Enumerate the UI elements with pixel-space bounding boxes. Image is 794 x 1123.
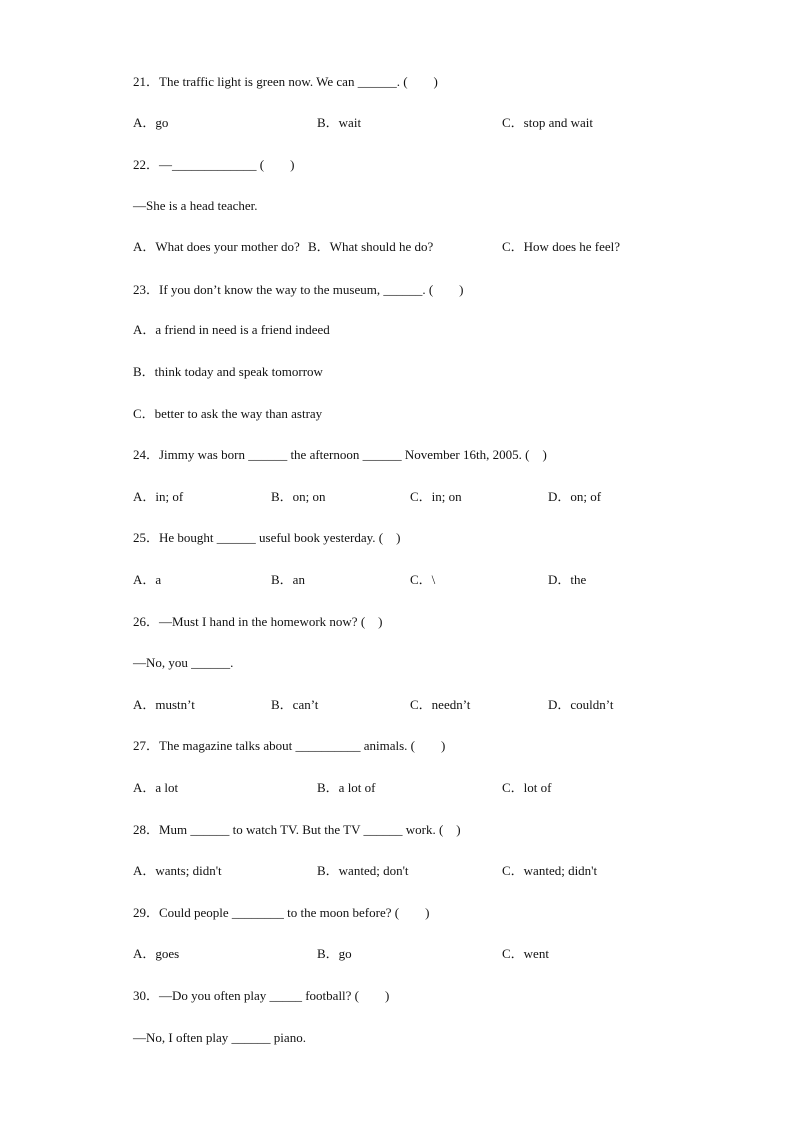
question-27-option-b: B．a lot of bbox=[317, 780, 376, 795]
question-23-option-a: A．a friend in need is a friend indeed bbox=[133, 322, 330, 337]
question-25-option-d: D．the bbox=[548, 572, 587, 587]
question-26-option-a: A．mustn’t bbox=[133, 697, 195, 712]
question-24-option-c: C．in; on bbox=[410, 489, 462, 504]
question-23-option-b: B．think today and speak tomorrow bbox=[133, 364, 323, 379]
question-29-stem: 29．Could people ________ to the moon before? ( ) bbox=[133, 905, 430, 920]
question-25-option-a: A．a bbox=[133, 572, 162, 587]
question-27-stem: 27．The magazine talks about __________ animals. ( ) bbox=[133, 738, 446, 753]
question-24-option-a: A．in; of bbox=[133, 489, 184, 504]
question-28-stem: 28．Mum ______ to watch TV. But the TV ______ work. ( ) bbox=[133, 822, 461, 837]
question-25-option-c: C．\ bbox=[410, 572, 436, 587]
question-21-option-a: A．go bbox=[133, 115, 169, 130]
question-24-stem: 24．Jimmy was born ______ the afternoon ______ November 16th, 2005. ( ) bbox=[133, 447, 547, 462]
question-27-option-c: C．lot of bbox=[502, 780, 552, 795]
question-26-option-c: C．needn’t bbox=[410, 697, 471, 712]
question-29-option-b: B．go bbox=[317, 946, 352, 961]
question-29-option-a: A．goes bbox=[133, 946, 180, 961]
question-25-option-b: B．an bbox=[271, 572, 305, 587]
question-22-stem: 22．—_____________ ( ) bbox=[133, 157, 295, 172]
question-24-option-d: D．on; of bbox=[548, 489, 602, 504]
question-22-option-a: A．What does your mother do? bbox=[133, 239, 300, 254]
question-30-stem: 30．—Do you often play _____ football? ( ) bbox=[133, 988, 390, 1003]
question-23-stem: 23．If you don’t know the way to the museum, ______. ( ) bbox=[133, 282, 464, 297]
question-21-option-c: C．stop and wait bbox=[502, 115, 593, 130]
question-26-stem: 26．—Must I hand in the homework now? ( ) bbox=[133, 614, 383, 629]
question-22-answer-line: —She is a head teacher. bbox=[133, 198, 258, 213]
question-30-answer-line: —No, I often play ______ piano. bbox=[133, 1030, 306, 1045]
question-28-option-a: A．wants; didn't bbox=[133, 863, 222, 878]
question-22-option-b: B．What should he do? bbox=[308, 239, 434, 254]
question-26-option-b: B．can’t bbox=[271, 697, 319, 712]
question-24-option-b: B．on; on bbox=[271, 489, 326, 504]
question-25-stem: 25．He bought ______ useful book yesterday. ( ) bbox=[133, 530, 401, 545]
question-22-option-c: C．How does he feel? bbox=[502, 239, 621, 254]
question-26-option-d: D．couldn’t bbox=[548, 697, 614, 712]
question-29-option-c: C．went bbox=[502, 946, 549, 961]
question-28-option-c: C．wanted; didn't bbox=[502, 863, 598, 878]
question-27-option-a: A．a lot bbox=[133, 780, 179, 795]
question-21-option-b: B．wait bbox=[317, 115, 362, 130]
question-26-answer-line: —No, you ______. bbox=[133, 655, 234, 670]
question-23-option-c: C．better to ask the way than astray bbox=[133, 406, 323, 421]
question-21-stem: 21．The traffic light is green now. We can ______. ( ) bbox=[133, 74, 438, 89]
question-28-option-b: B．wanted; don't bbox=[317, 863, 409, 878]
